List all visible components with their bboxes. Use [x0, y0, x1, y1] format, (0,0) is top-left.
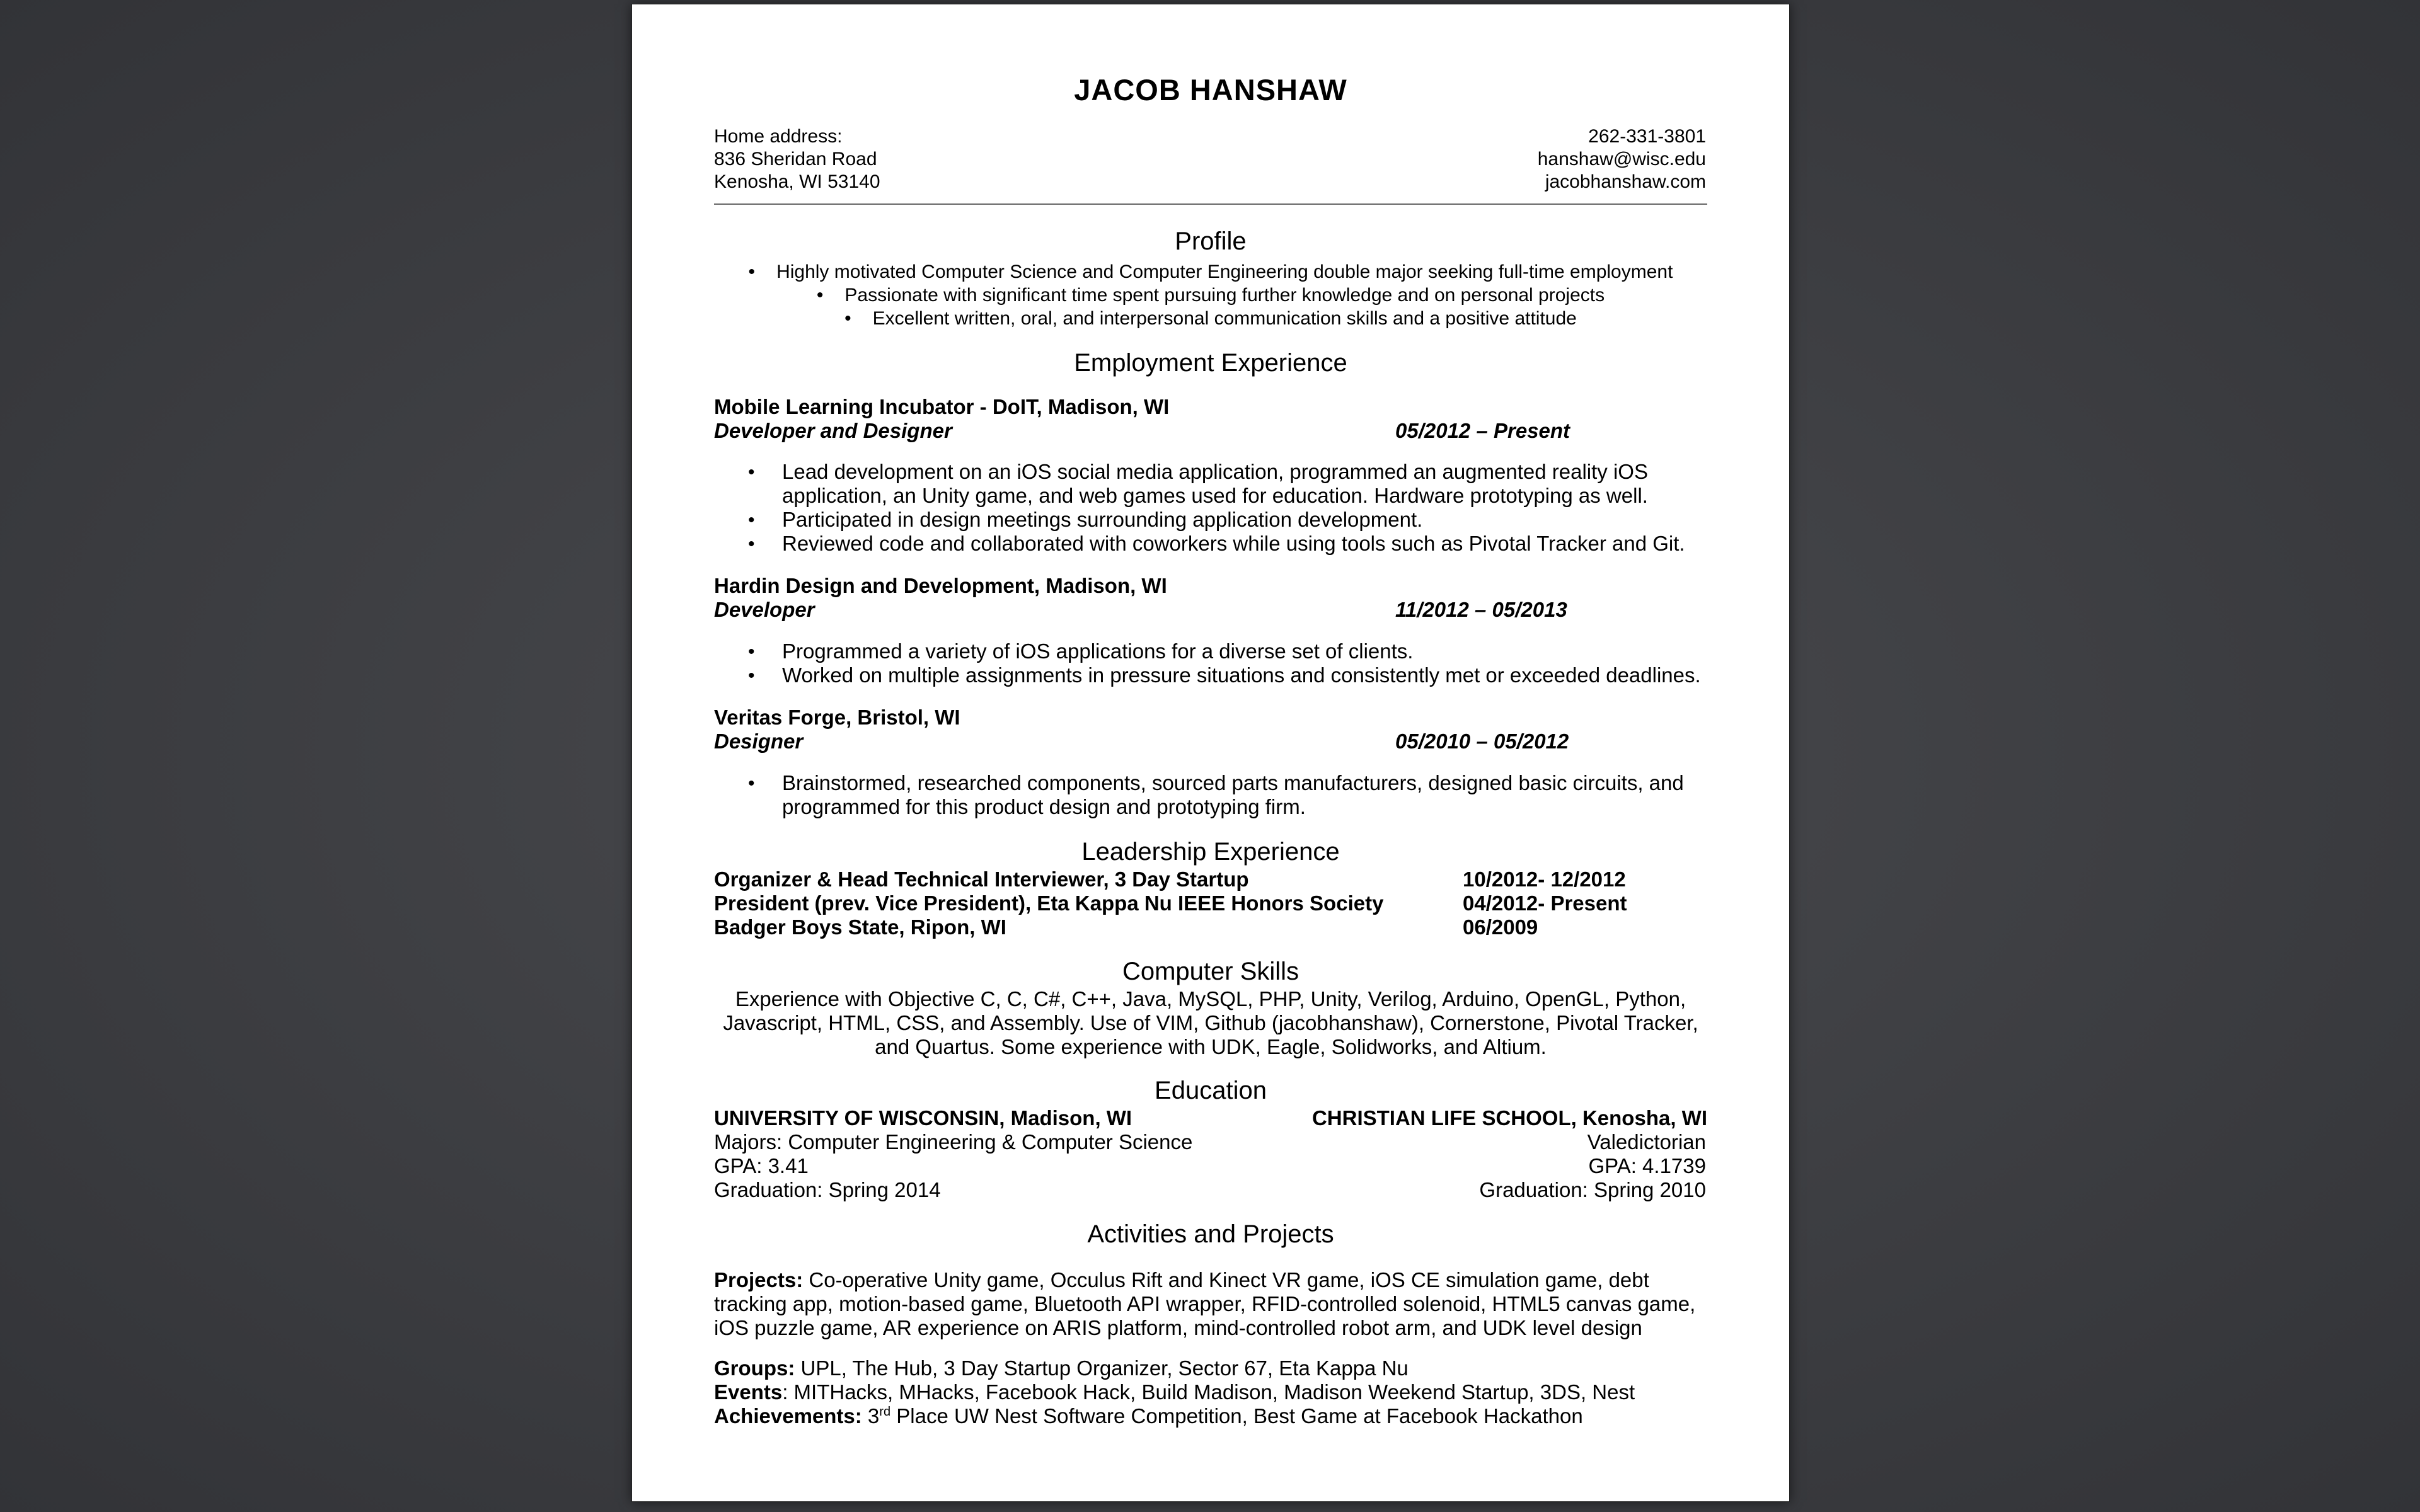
resume-page [631, 4, 1790, 1502]
projects-label: Projects: [714, 1268, 804, 1292]
job-bullet: Participated in design meetings surrounding application development. [782, 508, 1423, 531]
email-address: hanshaw@wisc.edu [1537, 149, 1706, 169]
high-school-gpa: GPA: 4.1739 [1588, 1154, 1706, 1177]
bullet: • [748, 773, 755, 794]
high-school-name: CHRISTIAN LIFE SCHOOL, Kenosha, WI [1311, 1106, 1707, 1130]
leadership-heading: Leadership Experience [1081, 838, 1340, 866]
bullet: • [748, 462, 755, 483]
achievements-label: Achievements: [714, 1404, 862, 1428]
job-dates: 11/2012 – 05/2013 [1395, 598, 1567, 621]
job-organization: Hardin Design and Development, Madison, WI [714, 574, 1167, 597]
job-bullet: Brainstormed, researched components, sourced parts manufacturers, designed basic circuits, and programmed for this product design and prototyping firm. [782, 771, 1684, 818]
street-address: 836 Sheridan Road [714, 149, 877, 169]
leadership-dates: 04/2012- Present [1463, 891, 1627, 915]
job-role: Designer [714, 730, 804, 753]
events-label: Events [714, 1380, 783, 1404]
employment-heading: Employment Experience [1074, 349, 1347, 377]
job-bullet: Reviewed code and collaborated with coworkers while using tools such as Pivotal Tracker and Git. [782, 532, 1685, 555]
skills-heading: Computer Skills [1122, 958, 1299, 985]
high-school-honor: Valedictorian [1587, 1130, 1706, 1154]
bullet: • [748, 534, 755, 554]
activities-heading: Activities and Projects [1087, 1220, 1334, 1248]
phone-number: 262-331-3801 [1588, 126, 1706, 147]
projects-text: Co-operative Unity game, Occulus Rift and Kinect VR game, iOS CE simulation game, debt tracking app, motion-based game, Bluetooth API wrapper, RFID-controlled solenoid, HTML5 canvas game, iOS puzzle game, AR experience on ARIS platform, mind-controlled robot arm, and UDK level design [714, 1268, 1696, 1339]
ordinal-suffix: rd [879, 1405, 891, 1419]
leadership-role: President (prev. Vice President), Eta Kappa Nu IEEE Honors Society [714, 891, 1384, 915]
job-dates: 05/2010 – 05/2012 [1395, 730, 1569, 753]
job-bullet: Worked on multiple assignments in pressure situations and consistently met or exceeded deadlines. [782, 663, 1701, 687]
leadership-dates: 10/2012- 12/2012 [1463, 868, 1626, 891]
leadership-role: Organizer & Head Technical Interviewer, 3 Day Startup [714, 868, 1249, 891]
leadership-dates: 06/2009 [1463, 915, 1538, 939]
job-dates: 05/2012 – Present [1395, 419, 1570, 442]
profile-heading: Profile [1175, 227, 1247, 255]
achievements-line: Achievements: 3rd Place UW Nest Software Competition, Best Game at Facebook Hackathon [714, 1404, 1583, 1428]
home-address-label: Home address: [714, 126, 843, 147]
job-bullet: Programmed a variety of iOS applications for a diverse set of clients. [782, 639, 1414, 663]
job-organization: Veritas Forge, Bristol, WI [714, 706, 960, 729]
job-organization: Mobile Learning Incubator - DoIT, Madison, WI [714, 395, 1170, 418]
groups-line [714, 1356, 1707, 1380]
bullet: • [748, 510, 755, 530]
profile-item: • Passionate with significant time spent pursuing further knowledge and on personal projects [714, 285, 1707, 306]
resume-name: JACOB HANSHAW [1074, 73, 1347, 106]
groups-label: Groups: [714, 1356, 795, 1380]
university-majors: Majors: Computer Engineering & Computer Science [714, 1130, 1193, 1154]
events-text: : MITHacks, MHacks, Facebook Hack, Build Madison, Madison Weekend Startup, 3DS, Nest [782, 1380, 1635, 1404]
education-heading: Education [1155, 1077, 1267, 1104]
university-gpa: GPA: 3.41 [714, 1154, 809, 1177]
leadership-role: Badger Boys State, Ripon, WI [714, 915, 1006, 939]
university-name: UNIVERSITY OF WISCONSIN, Madison, WI [714, 1106, 1132, 1130]
header-divider [714, 203, 1707, 205]
high-school-graduation: Graduation: Spring 2010 [1479, 1178, 1706, 1201]
skills-text: Experience with Objective C, C, C#, C++, Java, MySQL, PHP, Unity, Verilog, Arduino, OpenGL, Python, Javascript, HTML, CSS, and Assembly. Use of VIM, Github (jacobhanshaw), Cornerstone, Pivotal Tracker, and Quartus. Some experience with UDK, Eagle, Solidworks, and Altium. [723, 987, 1698, 1058]
profile-item: • Highly motivated Computer Science and Computer Engineering double major seeking full-time employment [714, 261, 1707, 283]
achievements-text: Place UW Nest Software Competition, Best Game at Facebook Hackathon [890, 1404, 1583, 1428]
projects-paragraph [714, 1268, 1707, 1340]
bullet: • [748, 665, 755, 686]
job-role: Developer and Designer [714, 419, 952, 442]
bullet: • [748, 641, 755, 662]
website: jacobhanshaw.com [1545, 171, 1706, 192]
university-graduation: Graduation: Spring 2014 [714, 1178, 941, 1201]
groups-text: UPL, The Hub, 3 Day Startup Organizer, Sector 67, Eta Kappa Nu [795, 1356, 1409, 1380]
events-line [714, 1380, 1707, 1404]
city-address: Kenosha, WI 53140 [714, 171, 880, 192]
profile-item: • Excellent written, oral, and interpersonal communication skills and a positive attitude [714, 308, 1707, 329]
job-role: Developer [714, 598, 815, 621]
job-bullet: Lead development on an iOS social media application, programmed an augmented reality iOS application, an Unity game, and web games used for education. Hardware prototyping as well. [782, 460, 1648, 507]
